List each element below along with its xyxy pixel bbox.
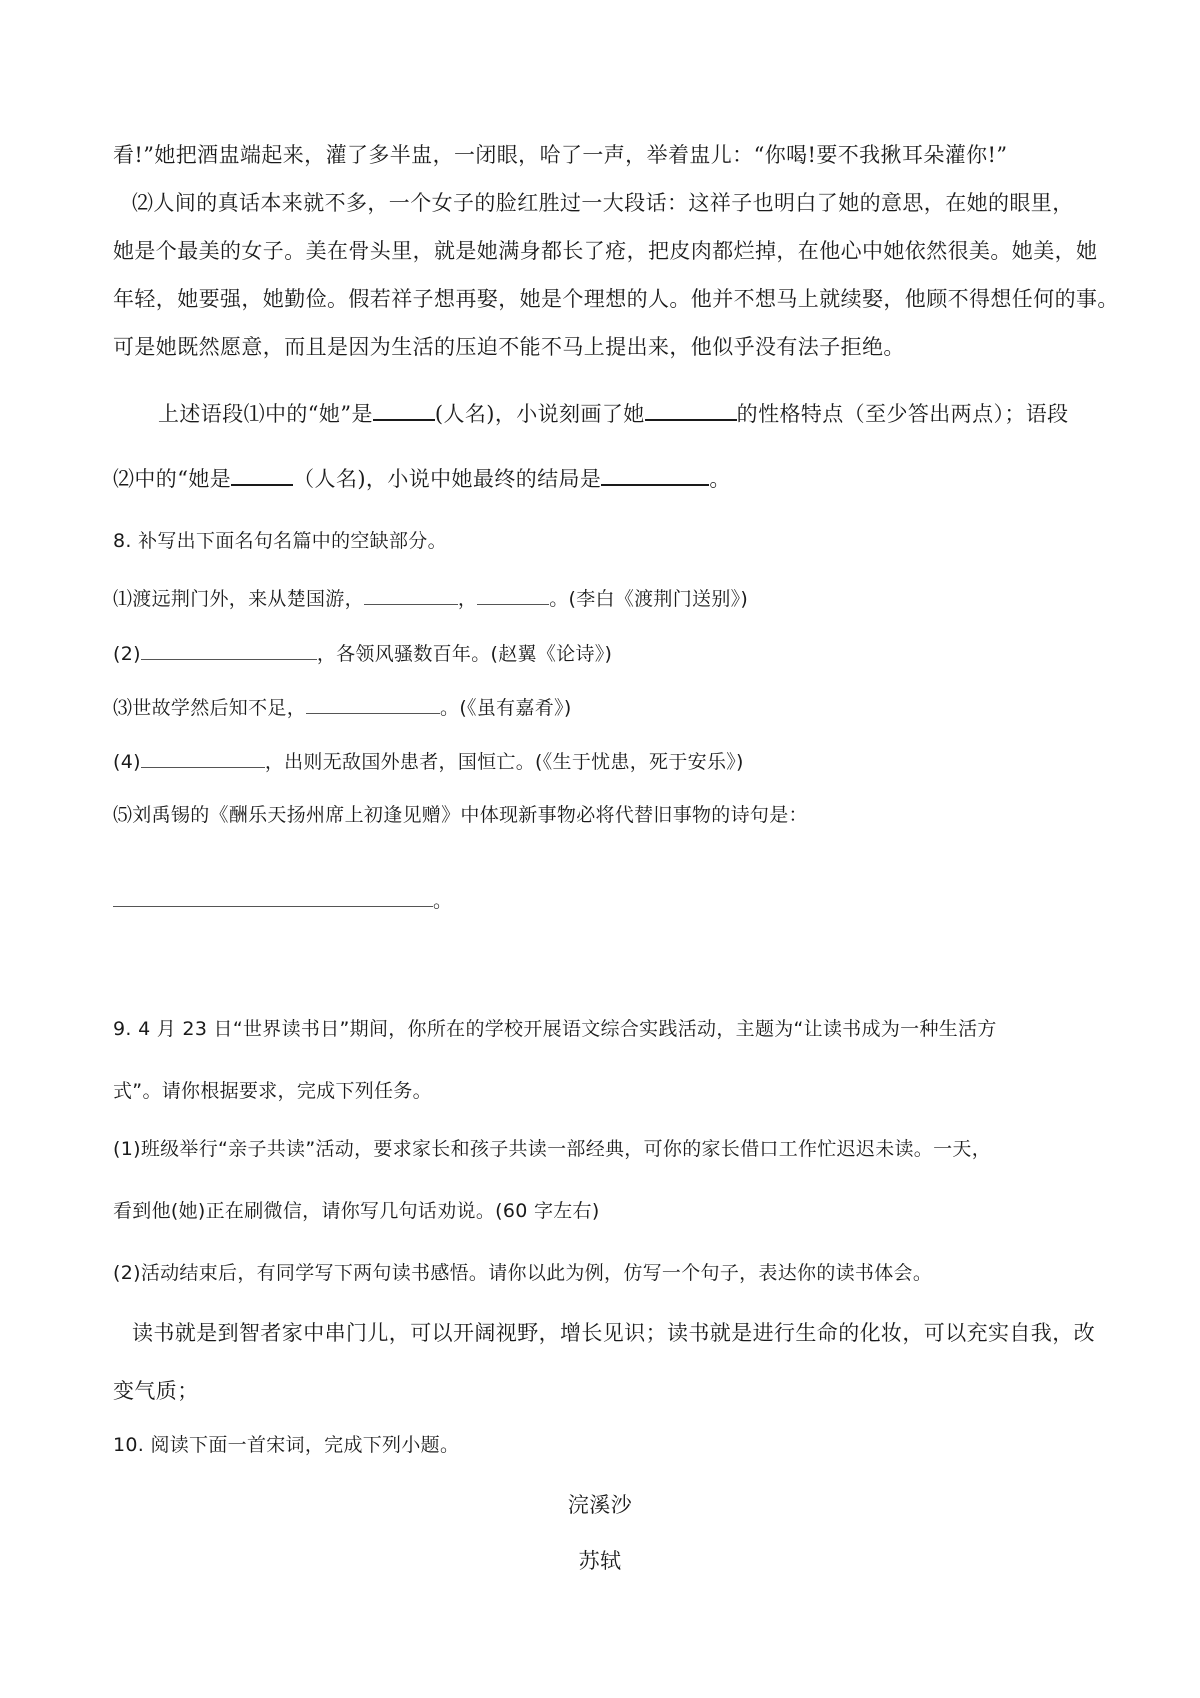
q7-a-suffix: 的性格特点（至少答出两点）；语段 <box>736 402 1069 426</box>
q8-i1-prefix: ⑴渡远荆门外，来从楚国游， <box>113 588 364 610</box>
passage-line-4: 年轻，她要强，她勤俭。假若祥子想再娶，她是个理想的人。他并不想马上就续娶，他顾不得想任何的事。 <box>113 287 1119 311</box>
q8-i3-suffix: 。(《虽有嘉肴》) <box>440 697 572 719</box>
q7-line-a <box>158 397 1069 429</box>
q8-i2-suffix: ，各领风骚数百年。(赵翼《论诗》) <box>316 643 613 665</box>
answer-blank-traits[interactable] <box>645 397 737 421</box>
passage-line-3: 她是个最美的女子。美在骨头里，就是她满身都长了疮，把皮肉都烂掉，在他心中她依然很美。她美，她 <box>113 239 1098 263</box>
q8-title: 8. 补写出下面名句名篇中的空缺部分。 <box>113 530 447 552</box>
q9-task-1-line-1: (1)班级举行“亲子共读”活动，要求家长和孩子共读一部经典，可你的家长借口工作忙迟迟未读。一天， <box>113 1138 992 1160</box>
q8-i2-prefix: (2) <box>113 643 141 665</box>
answer-blank-q8-4[interactable] <box>141 745 265 768</box>
q8-i5-end: 。 <box>433 890 453 912</box>
q8-i4-suffix: ，出则无敌国外患者，国恒亡。(《生于忧患，死于安乐》) <box>264 751 744 773</box>
q9-example-line-2: 变气质； <box>113 1379 199 1403</box>
q7-line-b <box>113 462 731 494</box>
poem-title: 浣溪沙 <box>567 1493 633 1517</box>
passage-line-5: 可是她既然愿意，而且是因为生活的压迫不能不马上提出来，他似乎没有法子拒绝。 <box>113 335 905 359</box>
passage-line-2: ⑵人间的真话本来就不多，一个女子的脸红胜过一大段话：这祥子也明白了她的意思，在她的眼里， <box>132 191 1074 215</box>
q8-i4-prefix: (4) <box>113 751 141 773</box>
q8-i1-suffix: 。(李白《渡荆门送别》) <box>549 588 749 610</box>
q7-b-middle: （人名)，小说中她最终的结局是 <box>293 467 602 491</box>
answer-blank-name-2[interactable] <box>231 462 293 486</box>
poem-author: 苏轼 <box>578 1549 622 1573</box>
answer-blank-q8-2[interactable] <box>141 637 317 660</box>
q9-example-line-1: 读书就是到智者家中串门儿，可以开阔视野，增长见识；读书就是进行生命的化妆，可以充实自我，改 <box>132 1321 1095 1345</box>
q10-title: 10. 阅读下面一首宋词，完成下列小题。 <box>113 1434 460 1456</box>
q8-item-2 <box>113 637 612 669</box>
passage-line-1: 看!”她把酒盅端起来，灌了多半盅，一闭眼，哈了一声，举着盅儿：“你喝!要不我揪耳朵灌你!” <box>113 143 1008 167</box>
q9-intro-line-2: 式”。请你根据要求，完成下列任务。 <box>113 1080 432 1102</box>
answer-blank-q8-1b[interactable] <box>477 582 549 605</box>
q8-item-5: ⑸刘禹锡的《酬乐天扬州席上初逢见赠》中体现新事物必将代替旧事物的诗句是： <box>113 804 808 826</box>
answer-blank-q8-5[interactable] <box>113 884 433 907</box>
q9-task-2: (2)活动结束后，有同学写下两句读书感悟。请你以此为例，仿写一个句子，表达你的读书体会。 <box>113 1262 933 1284</box>
q8-i3-prefix: ⑶世故学然后知不足， <box>113 697 307 719</box>
q8-item-1 <box>113 582 748 614</box>
answer-blank-q8-1a[interactable] <box>364 582 458 605</box>
q9-task-1-line-2: 看到他(她)正在刷微信，请你写几句话劝说。(60 字左右) <box>113 1200 600 1222</box>
q7-b-prefix: ⑵中的“她是 <box>113 467 232 491</box>
q8-i1-separator: ， <box>457 588 478 610</box>
q8-item-4 <box>113 745 744 777</box>
q9-intro-line-1: 9. 4 月 23 日“世界读书日”期间，你所在的学校开展语文综合实践活动，主题为“让读书成为一种生活方 <box>113 1018 997 1040</box>
q7-a-prefix: 上述语段⑴中的“她”是 <box>158 402 373 426</box>
answer-blank-name-1[interactable] <box>373 397 435 421</box>
answer-blank-q8-3[interactable] <box>306 691 440 714</box>
answer-blank-ending[interactable] <box>601 462 709 486</box>
q8-item-3 <box>113 691 572 723</box>
q7-a-middle: (人名)，小说刻画了她 <box>434 402 645 426</box>
q7-b-end: 。 <box>709 467 731 491</box>
q8-item-5-answer <box>113 884 452 916</box>
